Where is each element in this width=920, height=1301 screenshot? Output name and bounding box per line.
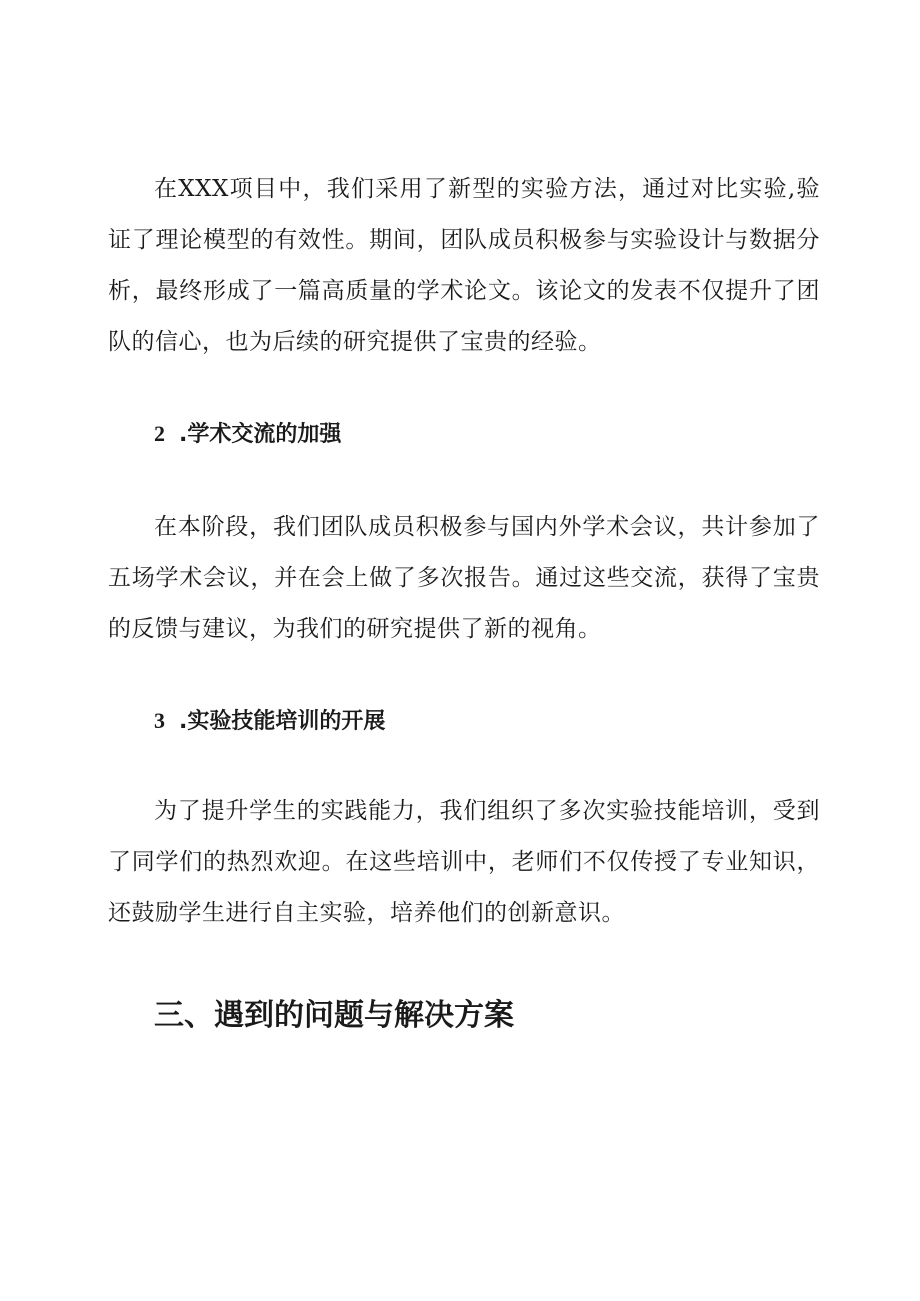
subsection-heading-skills-training <box>154 706 385 737</box>
subsection-title: .实验技能培训的开展 <box>179 709 386 734</box>
subsection-heading-academic-exchange <box>154 419 341 450</box>
section-heading-problems-solutions: 三、遇到的问题与解决方案 <box>154 998 514 1033</box>
subsection-number: 3 <box>154 708 165 733</box>
paragraph-skills-training: 为了提升学生的实践能力，我们组织了多次实验技能培训，受到了同学们的热烈欢迎。在这些培训中，老师们不仅传授了专业知识，还鼓励学生进行自主实验，培养他们的创新意识。 <box>108 798 820 926</box>
subsection-number: 2 <box>154 421 165 446</box>
paragraph-academic-exchange: 在本阶段，我们团队成员积极参与国内外学术会议，共计参加了五场学术会议，并在会上做了多次报告。通过这些交流，获得了宝贵的反馈与建议，为我们的研究提供了新的视角。 <box>108 514 820 642</box>
subsection-title: .学术交流的加强 <box>179 422 342 447</box>
paragraph-xxx-project: 在XXX项目中，我们采用了新型的实验方法，通过对比实验,验证了理论模型的有效性。期间，团队成员积极参与实验设计与数据分析，最终形成了一篇高质量的学术论文。该论文的发表不仅提升了团队的信心，也为后续的研究提供了宝贵的经验。 <box>108 176 820 355</box>
